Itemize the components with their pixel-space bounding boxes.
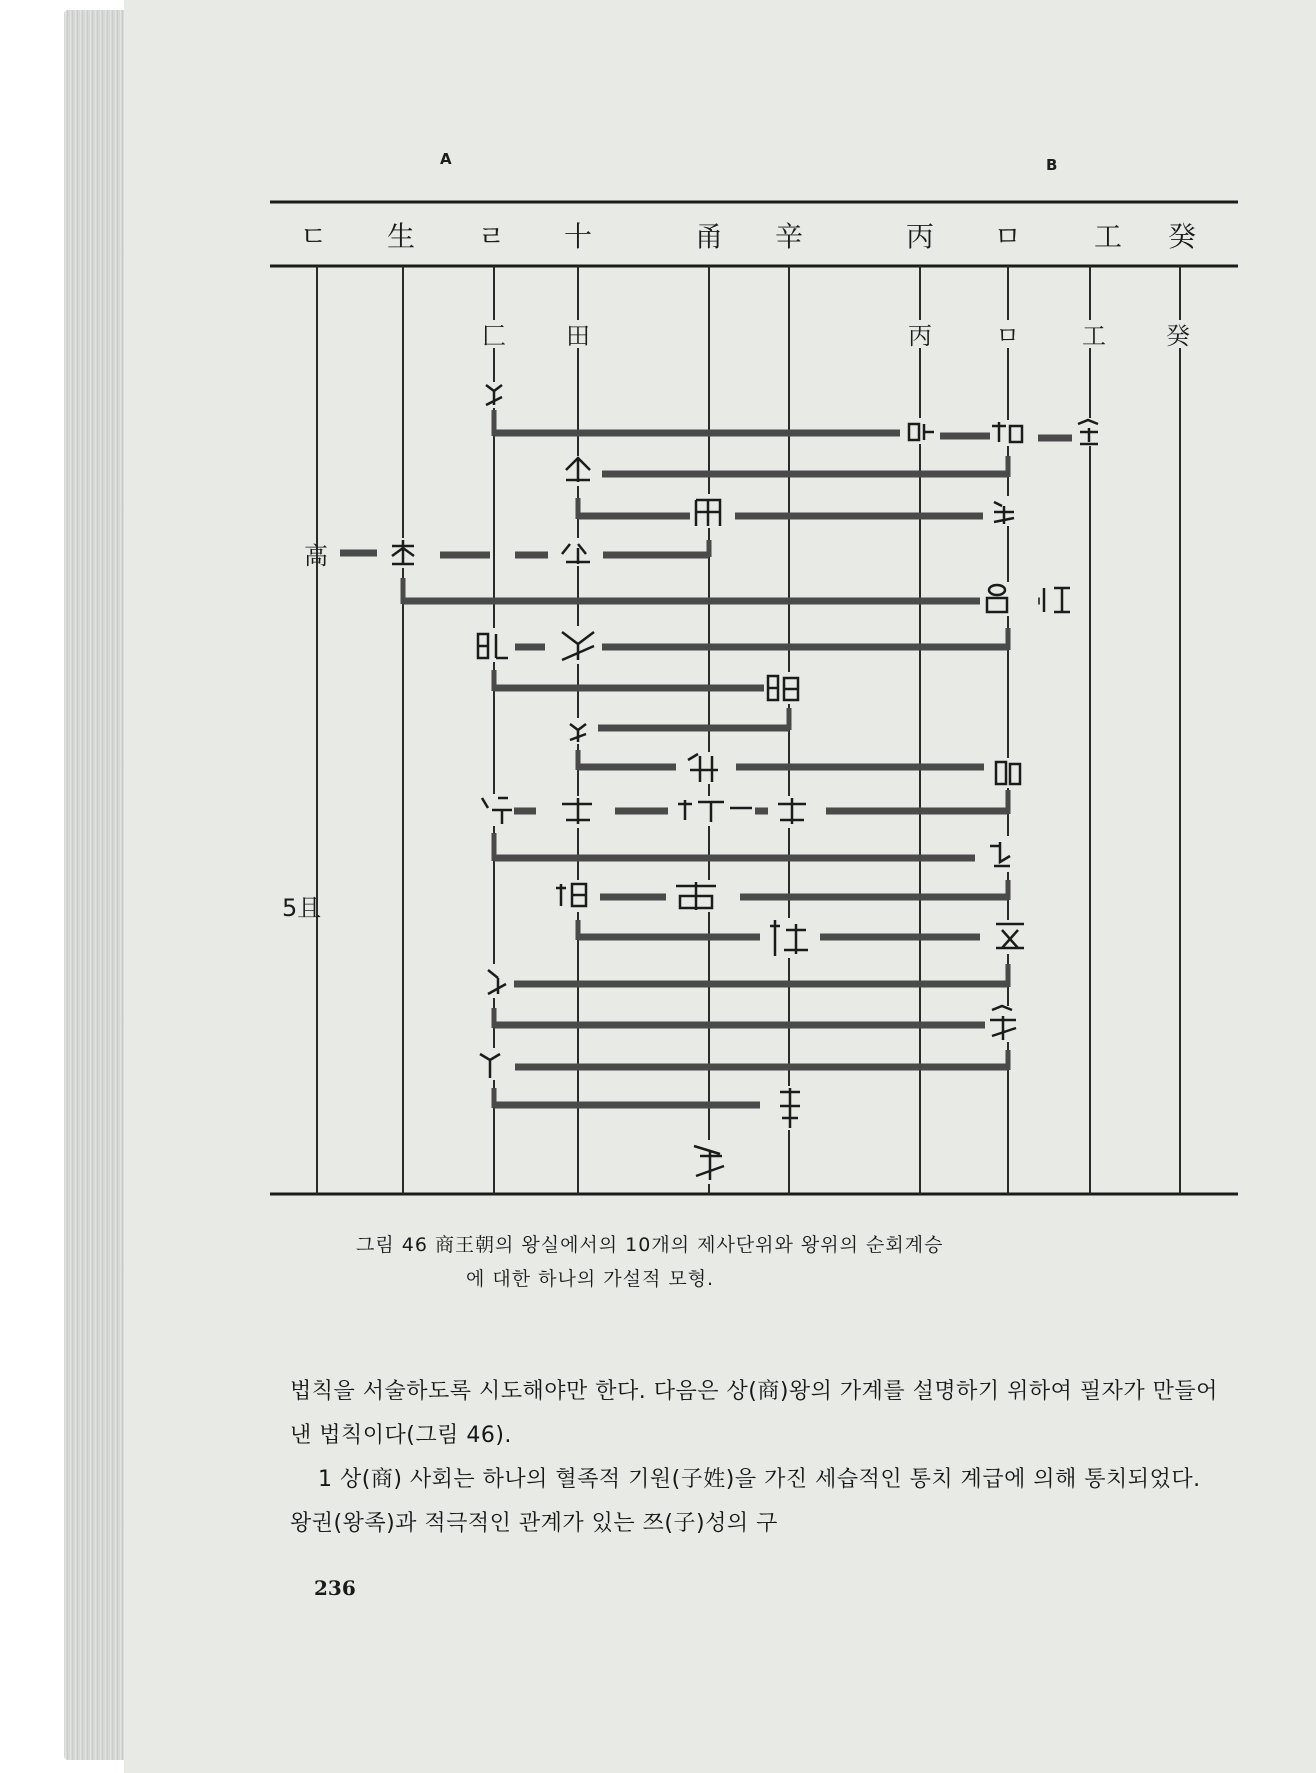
header-glyph-6: 辛 <box>775 220 804 253</box>
second-row-glyph-4: ㅁ <box>996 322 1020 350</box>
body-text <box>290 1370 1220 1546</box>
header-glyph-3: ㄹ <box>478 220 506 253</box>
paragraph-2: 1 상(商) 사회는 하나의 혈족적 기원(子姓)을 가진 세습적인 통치 계급에 의해 통치되었다. 왕권(왕족)과 적극적인 관계가 있는 쯔(子)성의 구 <box>290 1467 1201 1536</box>
second-row-glyph-3: 丙 <box>908 322 932 350</box>
header-glyph-4: 十 <box>564 220 593 253</box>
header-glyph-10: 癸 <box>1168 220 1197 253</box>
left-glyph-gao: 高 <box>304 542 328 570</box>
header-glyph-5: 甬 <box>695 220 724 253</box>
caption-line-1: 그림 46 商王朝의 왕실에서의 10개의 제사단위와 왕위의 순회계승 <box>356 1234 944 1256</box>
caption-line-2: 에 대한 하나의 가설적 모형. <box>466 1268 715 1290</box>
second-row-glyph-2: 田 <box>566 322 590 350</box>
header-glyph-9: 工 <box>1094 220 1123 253</box>
header-glyph-1: ㄷ <box>300 220 328 253</box>
second-row-glyph-6: 癸 <box>1166 322 1190 350</box>
second-row-glyph-1: 匚 <box>482 322 506 350</box>
figure-caption <box>356 1228 1136 1296</box>
paragraph-1: 법칙을 서술하도록 시도해야만 한다. 다음은 상(商)왕의 가계를 설명하기 위하여 필자가 만들어낸 법칙이다(그림 46). <box>290 1379 1218 1448</box>
figure-label-a: A <box>440 150 452 168</box>
left-glyph-5zu: 5且 <box>282 894 322 922</box>
second-row-glyph-5: 工 <box>1082 322 1106 350</box>
header-glyph-7: 丙 <box>906 220 935 253</box>
page-number: 236 <box>314 1576 356 1600</box>
header-glyph-8: ㅁ <box>994 220 1022 253</box>
figure-label-b: B <box>1046 156 1058 174</box>
header-glyph-2: 生 <box>387 220 416 253</box>
